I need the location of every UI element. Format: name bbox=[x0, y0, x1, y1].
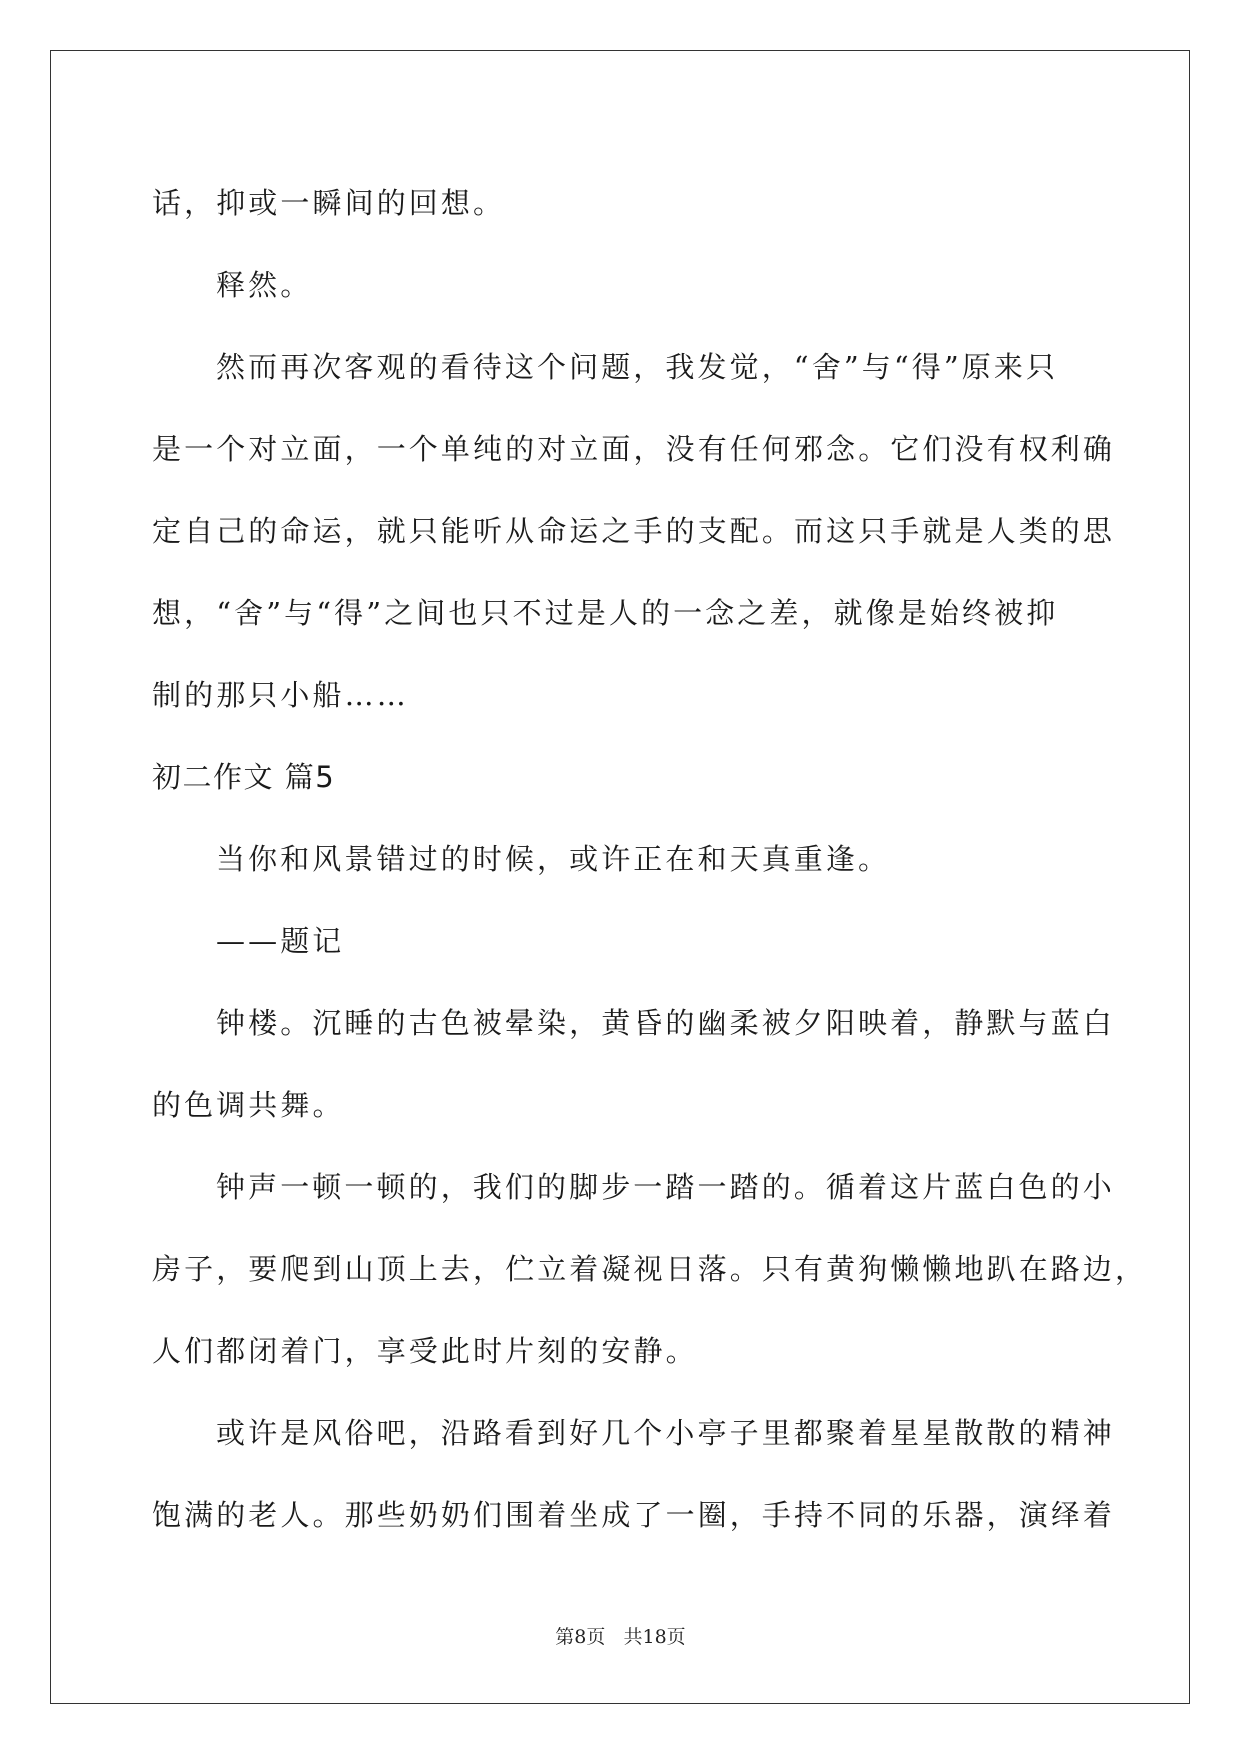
paragraph-line: 饱满的老人。那些奶奶们围着坐成了一圈，手持不同的乐器，演绎着 bbox=[152, 1498, 1116, 1532]
paragraph-line: 房子，要爬到山顶上去，伫立着凝视日落。只有黄狗懒懒地趴在路边， bbox=[152, 1252, 1148, 1286]
paragraph-line: 人们都闭着门，享受此时片刻的安静。 bbox=[152, 1334, 698, 1368]
paragraph-line: 话，抑或一瞬间的回想。 bbox=[152, 186, 506, 220]
paragraph-line: 当你和风景错过的时候，或许正在和天真重逢。 bbox=[216, 842, 891, 876]
paragraph-line: 钟声一顿一顿的，我们的脚步一踏一踏的。循着这片蓝白色的小 bbox=[216, 1170, 1115, 1204]
paragraph-line: 的色调共舞。 bbox=[152, 1088, 345, 1122]
epigraph-attribution: ——题记 bbox=[216, 924, 345, 958]
paragraph-line: 定自己的命运，就只能听从命运之手的支配。而这只手就是人类的思 bbox=[152, 514, 1116, 548]
paragraph-line: 是一个对立面，一个单纯的对立面，没有任何邪念。它们没有权利确 bbox=[152, 432, 1116, 466]
page-number: 第8页 共18页 bbox=[555, 1626, 686, 1648]
section-heading: 初二作文 篇5 bbox=[152, 760, 336, 794]
paragraph-line: 释然。 bbox=[216, 268, 313, 302]
paragraph-line: 想，“舍”与“得”之间也只不过是人的一念之差，就像是始终被抑 bbox=[152, 596, 1059, 630]
document-body bbox=[152, 162, 1148, 1556]
paragraph-line: 制的那只小船…… bbox=[152, 678, 409, 712]
paragraph-line: 或许是风俗吧，沿路看到好几个小亭子里都聚着星星散散的精神 bbox=[216, 1416, 1115, 1450]
paragraph-line: 钟楼。沉睡的古色被晕染，黄昏的幽柔被夕阳映着，静默与蓝白 bbox=[216, 1006, 1115, 1040]
paragraph-line: 然而再次客观的看待这个问题，我发觉，“舍”与“得”原来只 bbox=[216, 350, 1059, 384]
